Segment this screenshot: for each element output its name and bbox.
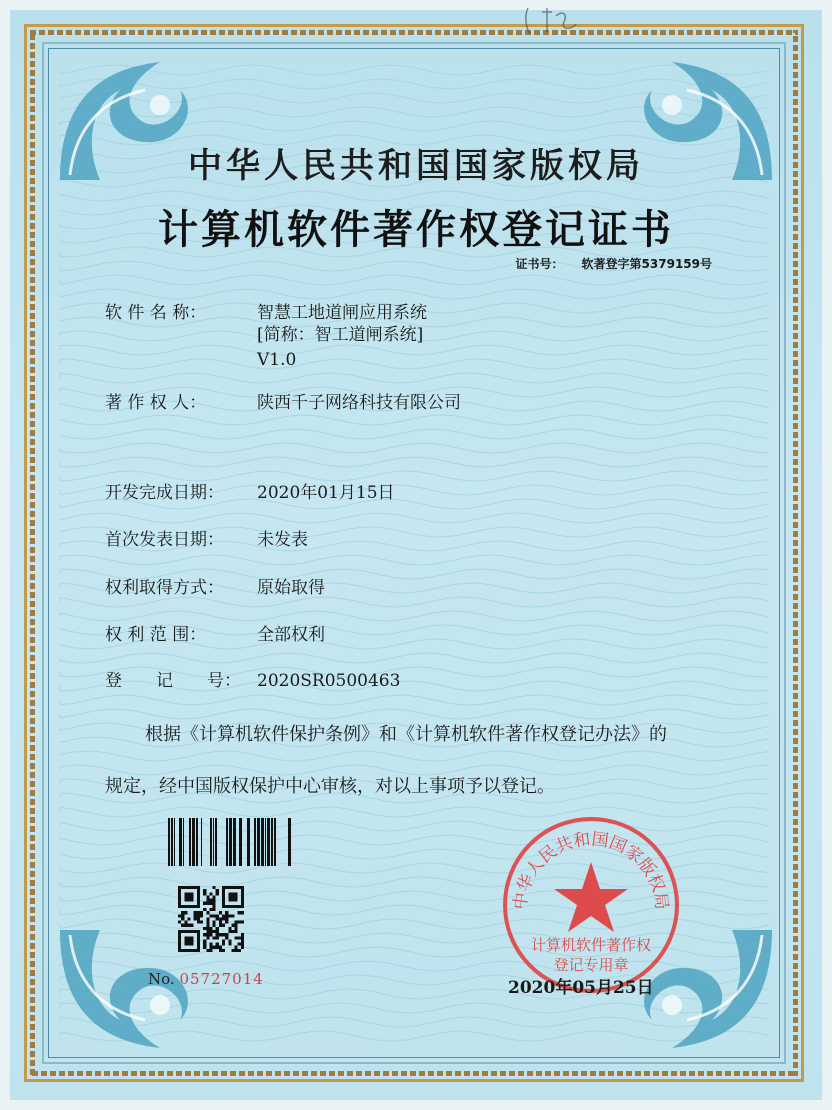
seal-star-icon: [554, 862, 628, 932]
field-registration-number: [105, 666, 400, 691]
field-completion-date: [105, 478, 395, 503]
statement-line-1: 根据《计算机软件保护条例》和《计算机软件著作权登记办法》的: [145, 724, 667, 745]
completion-date-value: 2020年01月15日: [257, 483, 395, 503]
completion-date-label: 开发完成日期：: [105, 483, 224, 503]
seal-outer-text: 中华人民共和国国家版权局: [510, 829, 672, 911]
acquisition-label: 权利取得方式：: [105, 578, 224, 598]
official-seal: [496, 810, 686, 1000]
statement-line-2: 规定，经中国版权保护中心审核，对以上事项予以登记。: [105, 776, 555, 797]
certificate-number: [516, 255, 712, 272]
serial-prefix: No.: [148, 970, 175, 988]
field-scope: [105, 620, 325, 645]
barcode: [168, 818, 298, 866]
software-short-name: [简称：智工道闸系统]: [257, 325, 424, 345]
certificate-number-value: 软著登字第5379159号: [581, 257, 712, 271]
serial-number-value: 05727014: [179, 970, 264, 988]
first-publication-label: 首次发表日期：: [105, 530, 224, 550]
software-name-label: 软 件 名 称：: [105, 303, 207, 323]
issue-date: 2020年05月25日: [508, 978, 654, 998]
acquisition-value: 原始取得: [257, 578, 325, 598]
issuer-name: 中华人民共和国国家版权局: [188, 146, 644, 186]
seal-line-1: 计算机软件著作权: [530, 936, 652, 954]
registration-number-value: 2020SR0500463: [257, 671, 401, 691]
field-first-publication: [105, 525, 308, 550]
scope-value: 全部权利: [257, 625, 325, 645]
software-version: V1.0: [257, 350, 297, 370]
field-copyright-owner: [105, 388, 461, 413]
registration-number-label: 登 记 号：: [105, 671, 241, 691]
copyright-owner-label: 著 作 权 人：: [105, 393, 207, 413]
serial-number: [148, 970, 264, 988]
certificate-number-label: 证书号：: [515, 257, 564, 271]
field-software-name: [105, 298, 427, 373]
scope-label: 权 利 范 围：: [105, 625, 207, 645]
qr-code: [176, 886, 246, 952]
certificate-title: 计算机软件著作权登记证书: [158, 206, 674, 253]
handwritten-mark: [522, 6, 582, 36]
certificate: [10, 10, 822, 1100]
field-acquisition: [105, 573, 325, 598]
seal-line-2: 登记专用章: [553, 956, 629, 974]
software-name-value: 智慧工地道闸应用系统: [257, 303, 427, 323]
copyright-owner-value: 陕西千子网络科技有限公司: [257, 393, 461, 413]
first-publication-value: 未发表: [257, 530, 308, 550]
